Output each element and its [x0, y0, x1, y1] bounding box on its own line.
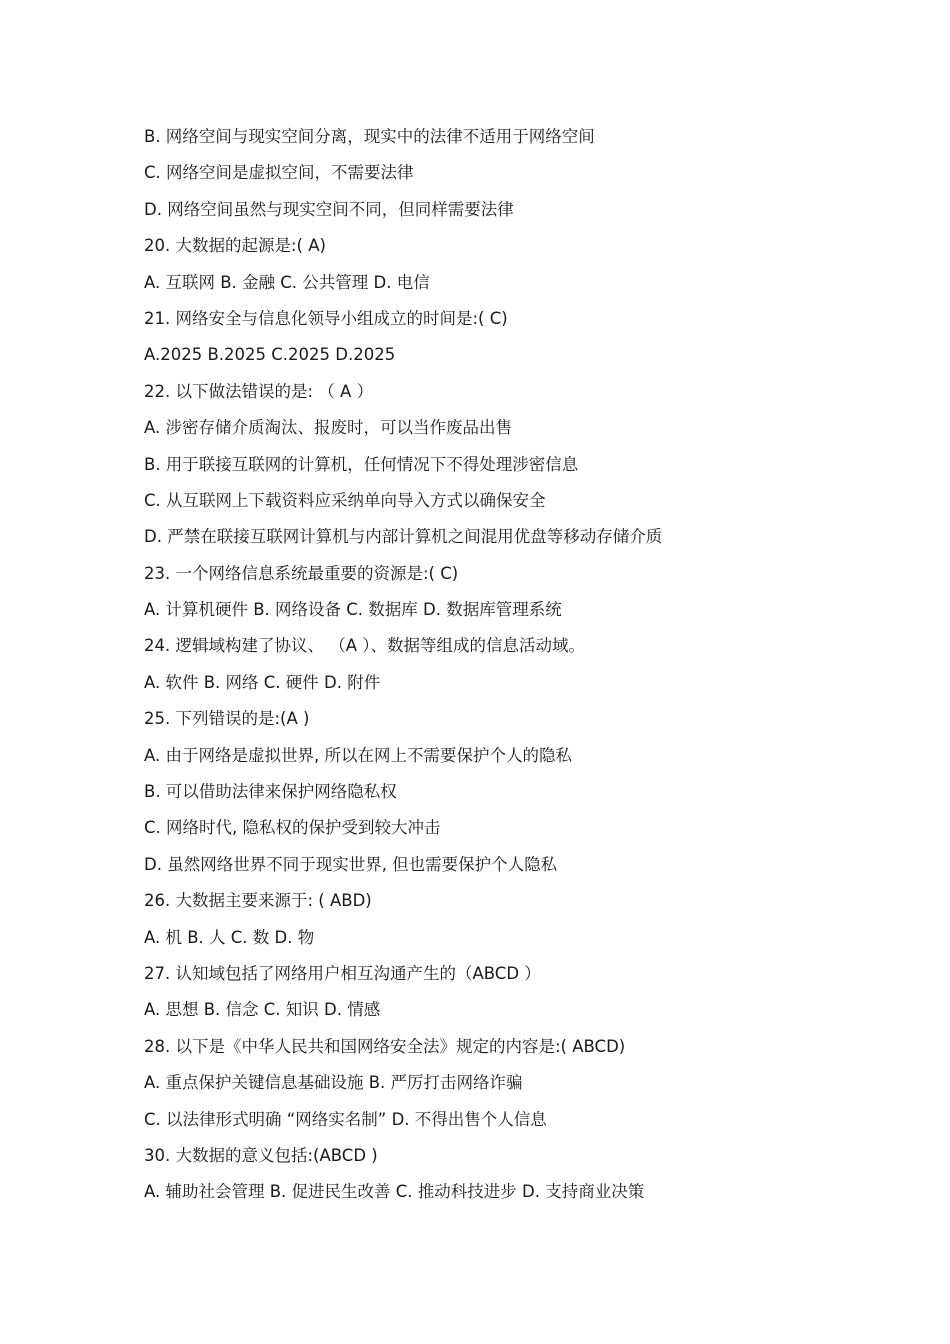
question-line: 24. 逻辑域构建了协议、 （A ）、数据等组成的信息活动域。 — [144, 636, 586, 656]
option-line: C. 网络空间是虚拟空间，不需要法律 — [144, 163, 414, 183]
option-line: D. 网络空间虽然与现实空间不同，但同样需要法律 — [144, 199, 514, 219]
question-line: 25. 下列错误的是:(A ) — [144, 709, 310, 729]
option-line: A. 由于网络是虚拟世界, 所以在网上不需要保护个人的隐私 — [144, 745, 572, 765]
document-body — [144, 125, 844, 1217]
option-line: A. 软件 B. 网络 C. 硬件 D. 附件 — [144, 672, 381, 692]
option-line: A. 思想 B. 信念 C. 知识 D. 情感 — [144, 1000, 381, 1020]
option-line: D. 严禁在联接互联网计算机与内部计算机之间混用优盘等移动存储介质 — [144, 527, 663, 547]
question-line: 27. 认知域包括了网络用户相互沟通产生的（ABCD ） — [144, 963, 541, 983]
option-line: A.2025 B.2025 C.2025 D.2025 — [144, 345, 396, 365]
option-line: B. 可以借助法律来保护网络隐私权 — [144, 782, 397, 802]
option-line: A. 重点保护关键信息基础设施 B. 严厉打击网络诈骗 — [144, 1073, 523, 1093]
option-line: A. 辅助社会管理 B. 促进民生改善 C. 推动科技进步 D. 支持商业决策 — [144, 1182, 645, 1202]
option-line: A. 计算机硬件 B. 网络设备 C. 数据库 D. 数据库管理系统 — [144, 600, 562, 620]
question-line: 23. 一个网络信息系统最重要的资源是:( C) — [144, 563, 459, 583]
option-line: C. 以法律形式明确 “网络实名制” D. 不得出售个人信息 — [144, 1109, 547, 1129]
question-line: 20. 大数据的起源是:( A) — [144, 236, 326, 256]
question-line: 21. 网络安全与信息化领导小组成立的时间是:( C) — [144, 308, 508, 328]
question-line: 22. 以下做法错误的是: （ A ） — [144, 381, 374, 401]
option-line: A. 涉密存储介质淘汰、报废时，可以当作废品出售 — [144, 418, 512, 438]
option-line: A. 互联网 B. 金融 C. 公共管理 D. 电信 — [144, 272, 430, 292]
question-line: 28. 以下是《中华人民共和国网络安全法》规定的内容是:( ABCD) — [144, 1036, 626, 1056]
option-line: C. 从互联网上下载资料应采纳单向导入方式以确保安全 — [144, 490, 546, 510]
question-line: 26. 大数据主要来源于: ( ABD) — [144, 891, 372, 911]
option-line: B. 用于联接互联网的计算机，任何情况下不得处理涉密信息 — [144, 454, 579, 474]
option-line: A. 机 B. 人 C. 数 D. 物 — [144, 927, 315, 947]
option-line: D. 虽然网络世界不同于现实世界, 但也需要保护个人隐私 — [144, 854, 558, 874]
option-line: C. 网络时代, 隐私权的保护受到较大冲击 — [144, 818, 441, 838]
question-line: 30. 大数据的意义包括:(ABCD ) — [144, 1145, 378, 1165]
option-line: B. 网络空间与现实空间分离，现实中的法律不适用于网络空间 — [144, 127, 595, 146]
